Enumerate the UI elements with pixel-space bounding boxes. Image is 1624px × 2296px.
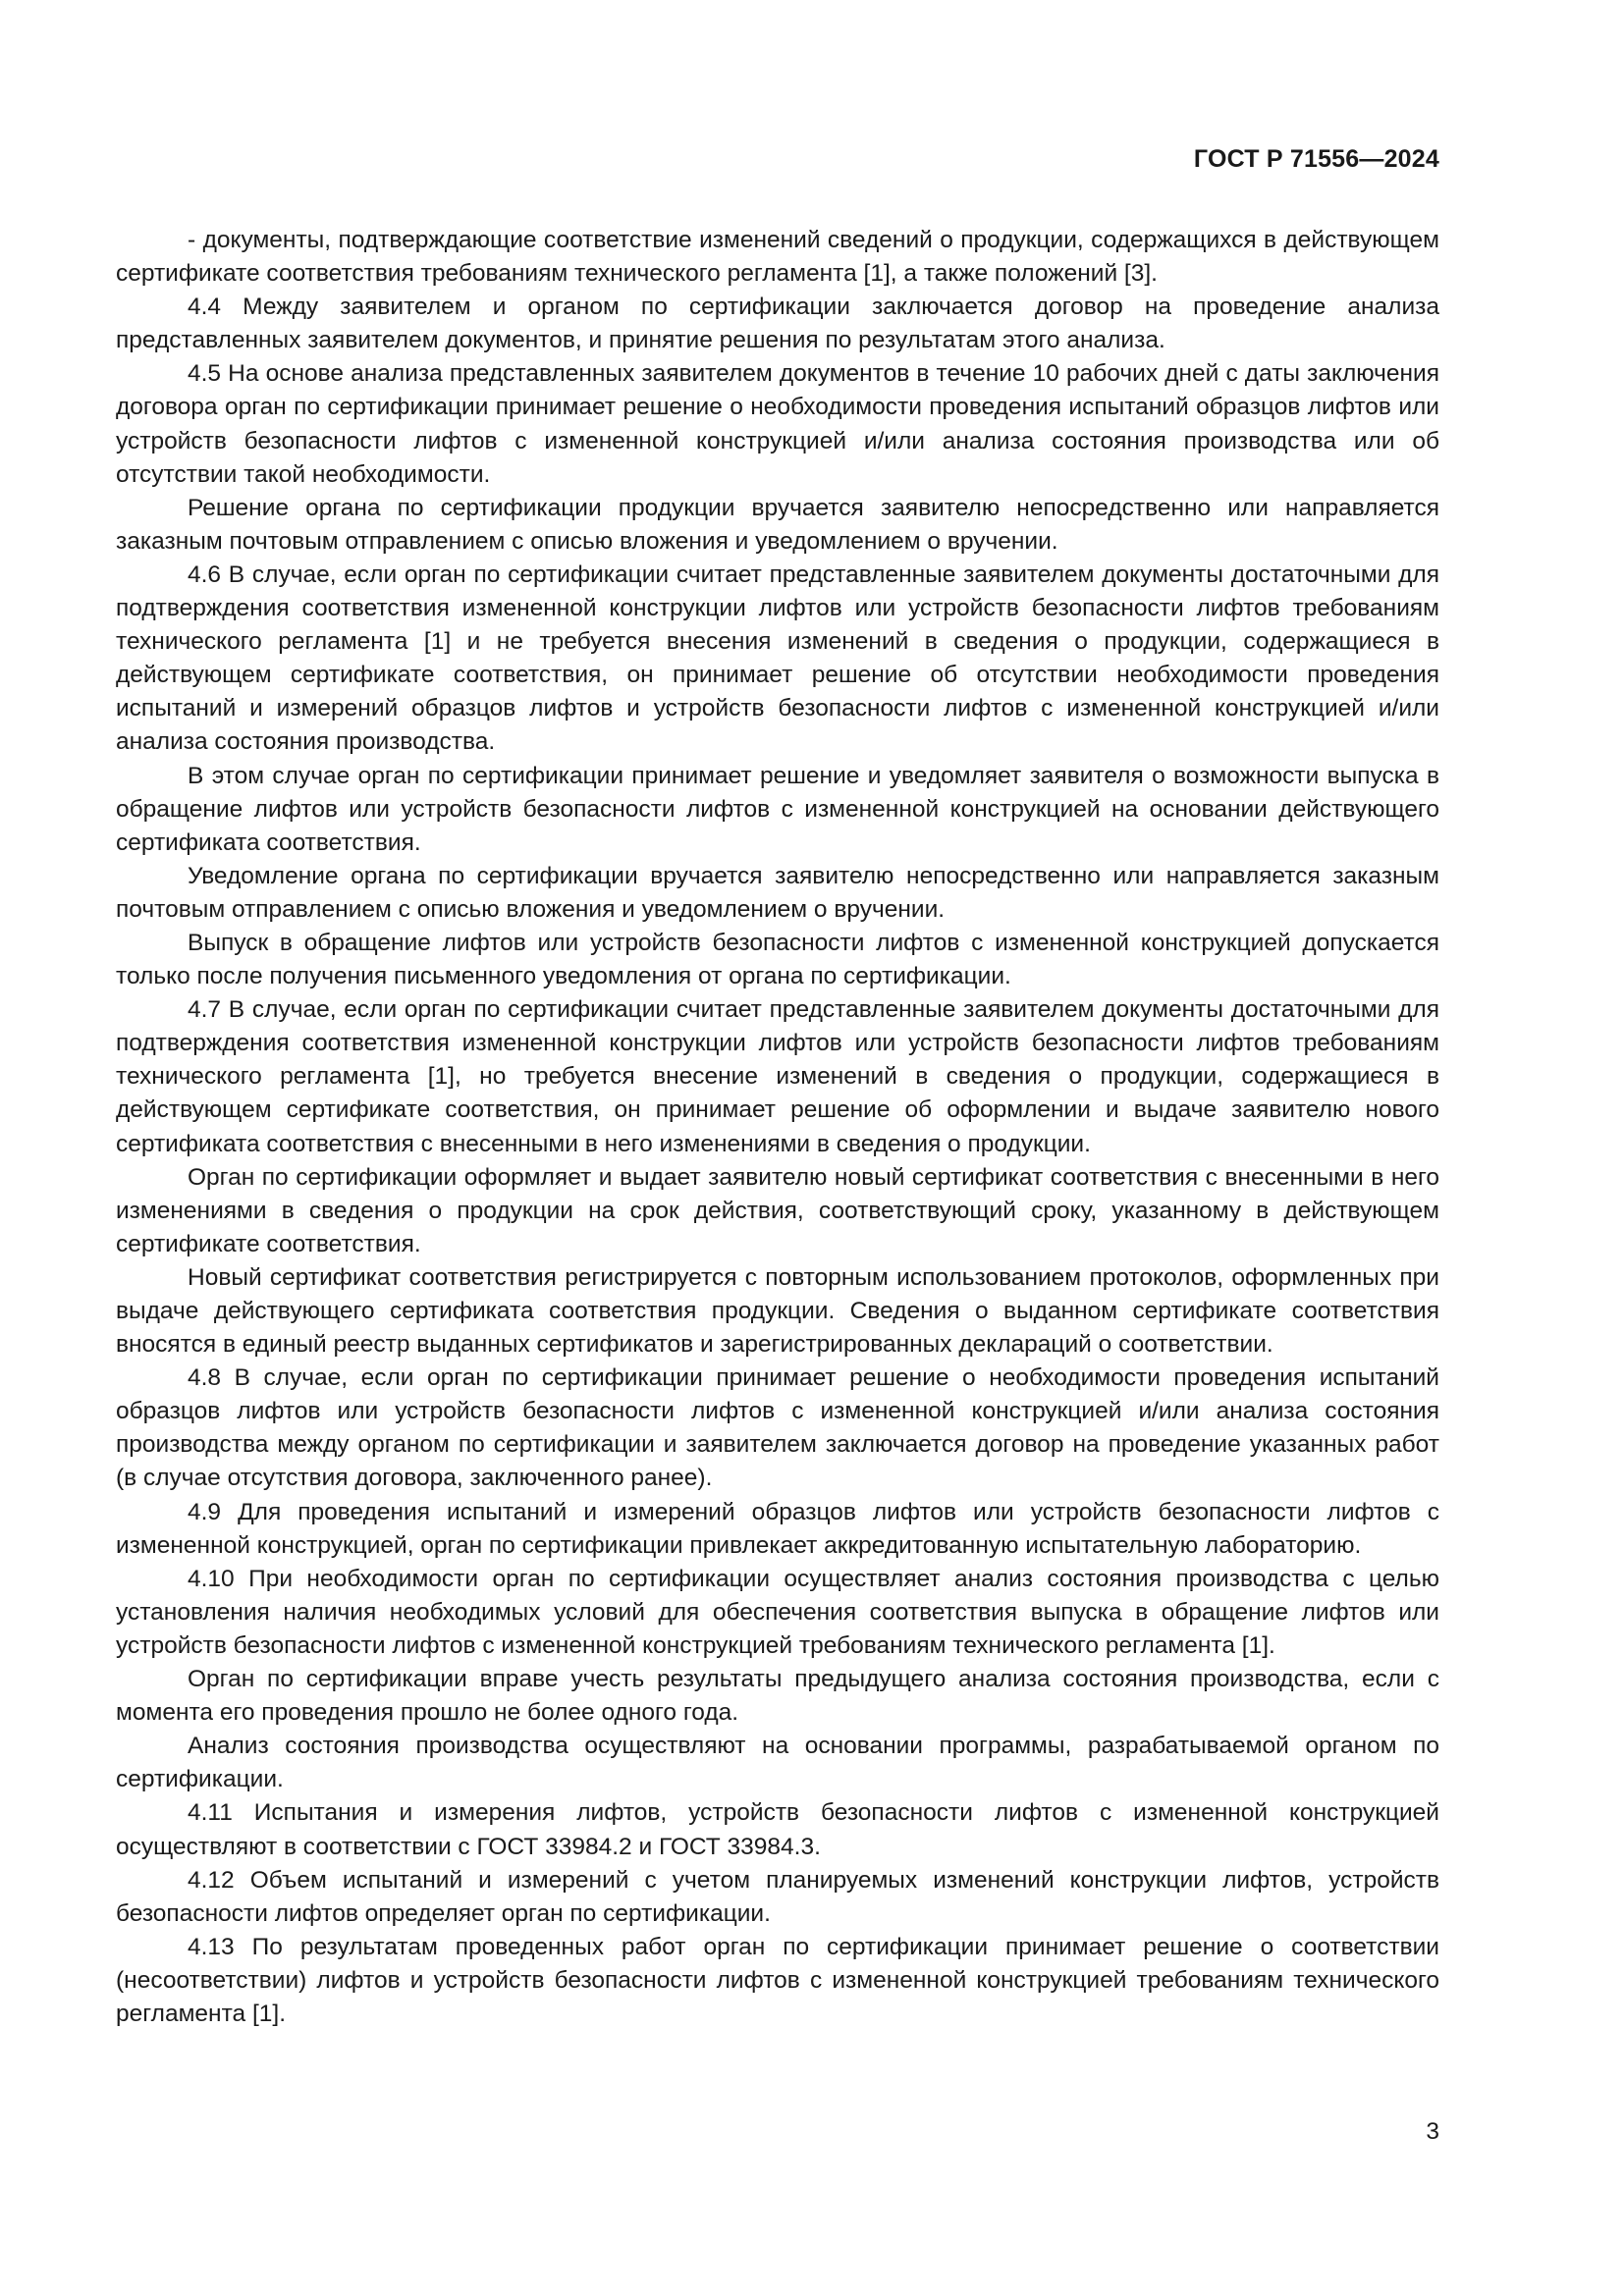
paragraph-4-10-previous-analysis: Орган по сертификации вправе учесть результаты предыдущего анализа состояния производства, если с момента его проведения прошло не более одного года.	[116, 1666, 1439, 1727]
paragraph-4-5-decision: Решение органа по сертификации продукции вручается заявителю непосредственно или направляется заказным почтовым отправлением с описью вложения и уведомлением о вручении.	[116, 494, 1439, 555]
paragraph-4-10-program: Анализ состояния производства осуществляют на основании программы, разрабатываемой органом по сертификации.	[116, 1733, 1439, 1793]
paragraph-4-11: 4.11 Испытания и измерения лифтов, устройств безопасности лифтов с измененной конструкцией осуществляют в соответствии с ГОСТ 33984.2 и ГОСТ 33984.3.	[116, 1799, 1439, 1860]
paragraph-4-10: 4.10 При необходимости орган по сертификации осуществляет анализ состояния производства с целью установления наличия необходимых условий для обеспечения соответствия выпуска в обращение лифтов или устройств безопасности лифтов с измененной конструкцией требованиям технического регламента [1].	[116, 1565, 1439, 1659]
page-number: 3	[1426, 2118, 1439, 2145]
paragraph-4-4: 4.4 Между заявителем и органом по сертификации заключается договор на проведение анализа представленных заявителем документов, и принятие решения по результатам этого анализа.	[116, 294, 1439, 354]
paragraph-4-6-case: В этом случае орган по сертификации принимает решение и уведомляет заявителя о возможности выпуска в обращение лифтов или устройств безопасности лифтов с измененной конструкцией на основании действующего сертификата соответствия.	[116, 762, 1439, 856]
paragraph-4-7: 4.7 В случае, если орган по сертификации считает представленные заявителем документы достаточными для подтверждения соответствия измененной конструкции лифтов или устройств безопасности лифтов требованиям технического регламента [1], но требуется внесение изменений в сведения о продукции, содержащиеся в действующем сертификате соответствия, он принимает решение об оформлении и выдаче заявителю нового сертификата соответствия с внесенными в него изменениями в сведения о продукции.	[116, 996, 1439, 1157]
paragraph-4-12: 4.12 Объем испытаний и измерений с учетом планируемых изменений конструкции лифтов, устройств безопасности лифтов определяет орган по сертификации.	[116, 1866, 1439, 1927]
standard-code-header: ГОСТ Р 71556—2024	[1193, 145, 1439, 173]
paragraph-4-9: 4.9 Для проведения испытаний и измерений образцов лифтов или устройств безопасности лифтов с измененной конструкцией, орган по сертификации привлекает аккредитованную испытательную лабораторию.	[116, 1498, 1439, 1559]
paragraph-4-6: 4.6 В случае, если орган по сертификации считает представленные заявителем документы достаточными для подтверждения соответствия измененной конструкции лифтов или устройств безопасности лифтов требованиям технического регламента [1] и не требуется внесения изменений в сведения о продукции, содержащиеся в действующем сертификате соответствия, он принимает решение об отсутствии необходимости проведения испытаний и измерений образцов лифтов и устройств безопасности лифтов с измененной конструкцией и/или анализа состояния производства.	[116, 561, 1439, 756]
paragraph-4-7-registration: Новый сертификат соответствия регистрируется с повторным использованием протоколов, оформленных при выдаче действующего сертификата соответствия продукции. Сведения о выданном сертификате соответствия вносятся в единый реестр выданных сертификатов и зарегистрированных деклараций о соответствии.	[116, 1263, 1439, 1359]
paragraph-4-8: 4.8 В случае, если орган по сертификации принимает решение о необходимости проведения испытаний образцов лифтов или устройств безопасности лифтов с измененной конструкцией и/или анализа состояния производства между органом по сертификации и заявителем заключается договор на проведение указанных работ (в случае отсутствия договора, заключенного ранее).	[116, 1364, 1439, 1492]
paragraph-4-5: 4.5 На основе анализа представленных заявителем документов в течение 10 рабочих дней с даты заключения договора орган по сертификации принимает решение о необходимости проведения испытаний образцов лифтов или устройств безопасности лифтов с измененной конструкцией и/или анализа состояния производства или об отсутствии такой необходимости.	[116, 360, 1439, 488]
paragraph-4-13: 4.13 По результатам проведенных работ орган по сертификации принимает решение о соответствии (несоответствии) лифтов и устройств безопасности лифтов с измененной конструкцией требованиям технического регламента [1].	[116, 1933, 1439, 2027]
paragraph-4-6-release: Выпуск в обращение лифтов или устройств безопасности лифтов с измененной конструкцией допускается только после получения письменного уведомления от органа по сертификации.	[116, 929, 1439, 990]
paragraph-4-7-issue: Орган по сертификации оформляет и выдает заявителю новый сертификат соответствия с внесенными в него изменениями в сведения о продукции на срок действия, соответствующий сроку, указанному в действующем сертификате соответствия.	[116, 1163, 1439, 1257]
paragraph-list-item-documents: - документы, подтверждающие соответствие изменений сведений о продукции, содержащихся в действующем сертификате соответствия требованиям технического регламента [1], а также положений [3].	[116, 227, 1439, 288]
paragraph-4-6-notification: Уведомление органа по сертификации вручается заявителю непосредственно или направляется заказным почтовым отправлением с описью вложения и уведомлением о вручении.	[116, 862, 1439, 923]
document-body	[116, 224, 1439, 2031]
